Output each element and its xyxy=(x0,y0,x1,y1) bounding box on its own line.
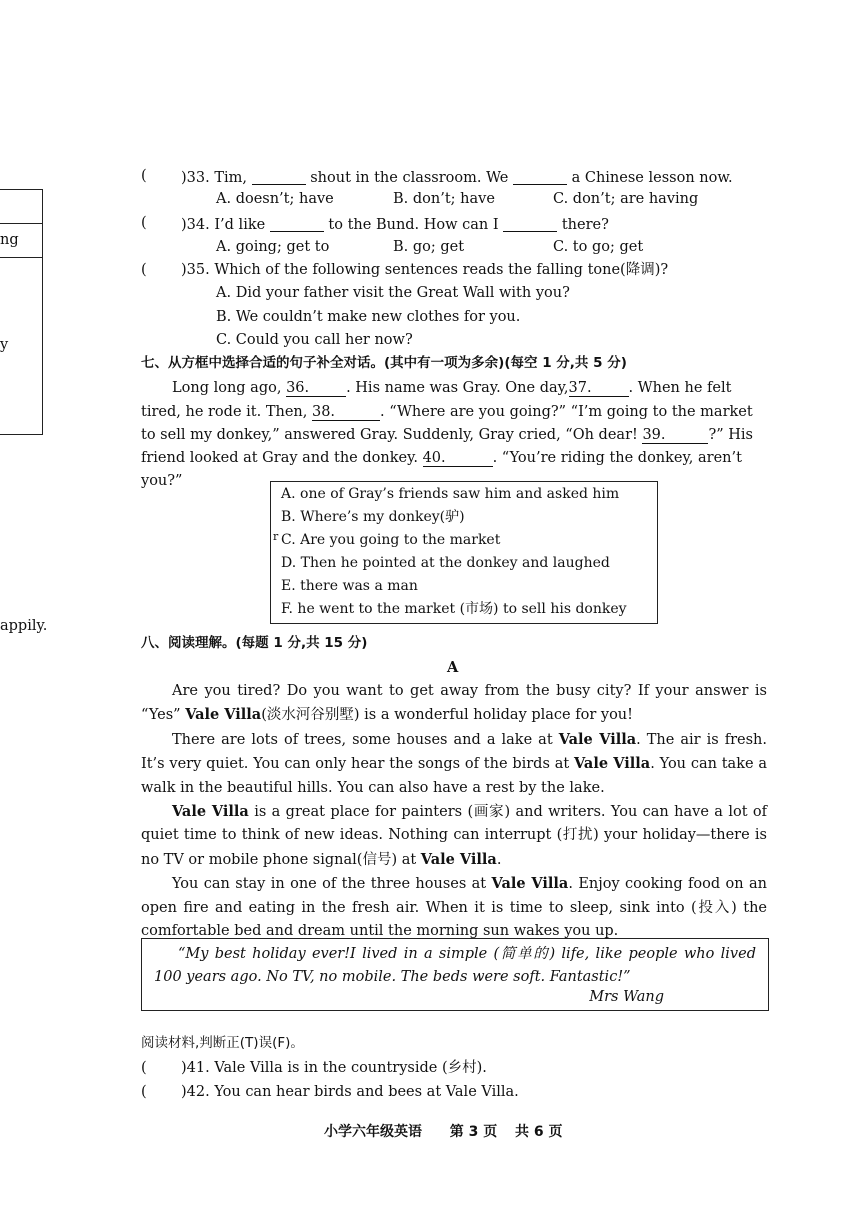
answer-blank-36[interactable]: 36. xyxy=(286,381,346,397)
section-7-title: 七、从方框中选择合适的句子补全对话。(其中有一项为多余)(每空 1 分,共 5 分) xyxy=(141,355,627,371)
table-row-divider xyxy=(0,257,42,258)
question-number: )33. xyxy=(181,170,210,186)
option-c: C. Are you going to the market xyxy=(281,532,501,548)
paragraph-4: You can stay in one of the three houses at Vale Villa. Enjoy cooking food on an open fire and eating in the fresh air. When it is time to sleep, sink into (投入) the comfortable bed and dream until the morning sun wakes you up. xyxy=(141,875,767,940)
left-fragment-y: y xyxy=(0,337,9,353)
option-33-c: C. don’t; are having xyxy=(553,191,699,207)
left-page-table xyxy=(0,189,43,435)
option-a: A. one of Gray’s friends saw him and asked him xyxy=(281,486,620,502)
question-33: )33. Tim, shout in the classroom. We a Chinese lesson now. xyxy=(181,170,733,186)
question-35: )35. Which of the following sentences reads the falling tone(降调)? xyxy=(181,262,669,278)
options-box xyxy=(270,481,658,624)
dialog-line-3: to sell my donkey,” answered Gray. Suddenly, Gray cried, “Oh dear! 39. ?” His xyxy=(141,427,753,443)
fill-blank[interactable] xyxy=(503,216,557,232)
question-34: )34. I’d like to the Bund. How can I there? xyxy=(181,217,609,233)
option-35-b: B. We couldn’t make new clothes for you. xyxy=(216,309,521,325)
testimonial-author: Mrs Wang xyxy=(589,989,664,1005)
footer-page: 第 3 页 xyxy=(449,1124,498,1140)
answer-blank-38[interactable]: 38. xyxy=(312,405,380,421)
fill-blank[interactable] xyxy=(252,169,306,185)
table-row-divider xyxy=(0,223,42,224)
dialog-line-1: Long long ago, 36. . His name was Gray. One day,37. . When he felt xyxy=(172,380,732,396)
dialog-line-5: you?” xyxy=(141,473,183,489)
answer-paren-42[interactable]: ( xyxy=(141,1084,147,1100)
paragraph-1: Are you tired? Do you want to get away from the busy city? If your answer is “Yes” Vale Villa(淡水河谷别墅) is a wonderful holiday place for you! xyxy=(141,683,767,724)
page-footer xyxy=(324,1125,563,1139)
option-35-c: C. Could you call her now? xyxy=(216,332,413,348)
footer-total: 共 6 页 xyxy=(515,1124,563,1140)
option-b: B. Where’s my donkey(驴) xyxy=(281,509,465,525)
answer-paren-34[interactable]: ( xyxy=(141,215,147,231)
answer-blank-37[interactable]: 37. xyxy=(569,381,629,397)
paragraph-2: There are lots of trees, some houses and a lake at Vale Villa. The air is fresh. It’s very quiet. You can only hear the songs of the birds at Vale Villa. You can take a walk in the beautiful hills. You can also have a rest by the lake. xyxy=(141,730,768,796)
answer-paren-41[interactable]: ( xyxy=(141,1060,147,1076)
testimonial-quote: “My best holiday ever!I lived in a simple (简单的) life, like people who lived 100 years ago. No TV, no mobile. The beds were soft. Fantastic!” xyxy=(154,946,756,985)
option-34-a: A. going; get to xyxy=(216,239,330,255)
passage-a xyxy=(141,680,767,943)
answer-paren-33[interactable]: ( xyxy=(141,168,147,184)
option-33-b: B. don’t; have xyxy=(393,191,495,207)
question-number: )34. xyxy=(181,217,210,233)
footer-grade: 小学六年级英语 xyxy=(324,1124,422,1140)
section-8-title: 八、阅读理解。(每题 1 分,共 15 分) xyxy=(141,635,368,651)
option-34-b: B. go; get xyxy=(393,239,465,255)
left-fragment-ng: ng xyxy=(0,232,19,248)
fill-blank[interactable] xyxy=(513,169,567,185)
answer-blank-40[interactable]: 40. xyxy=(423,451,493,467)
question-42: )42. You can hear birds and bees at Vale Villa. xyxy=(181,1084,519,1100)
testimonial-box xyxy=(141,938,769,1011)
tf-instruction: 阅读材料,判断正(T)误(F)。 xyxy=(141,1035,304,1051)
option-e: E. there was a man xyxy=(281,578,418,594)
option-35-a: A. Did your father visit the Great Wall with you? xyxy=(216,285,570,301)
option-33-a: A. doesn’t; have xyxy=(216,191,334,207)
option-f: F. he went to the market (市场) to sell his donkey xyxy=(281,601,627,617)
question-number: )35. xyxy=(181,262,210,278)
pencil-mark: r xyxy=(273,530,279,543)
left-fragment-appily: appily. xyxy=(0,618,48,634)
passage-label: A xyxy=(447,659,459,676)
question-41: )41. Vale Villa is in the countryside (乡村). xyxy=(181,1060,487,1076)
option-34-c: C. to go; get xyxy=(553,239,644,255)
dialog-line-2: tired, he rode it. Then, 38. . “Where are you going?” “I’m going to the market xyxy=(141,404,753,420)
answer-paren-35[interactable]: ( xyxy=(141,262,147,278)
fill-blank[interactable] xyxy=(270,216,324,232)
paragraph-3: Vale Villa is a great place for painters (画家) and writers. You can have a lot of quiet time to think of new ideas. Nothing can interrupt (打扰) your holiday—there is no TV or mobile phone signal(信号) at Vale Villa. xyxy=(141,803,768,868)
answer-blank-39[interactable]: 39. xyxy=(642,428,708,444)
dialog-line-4: friend looked at Gray and the donkey. 40. . “You’re riding the donkey, aren’t xyxy=(141,450,742,466)
option-d: D. Then he pointed at the donkey and laughed xyxy=(281,555,610,571)
